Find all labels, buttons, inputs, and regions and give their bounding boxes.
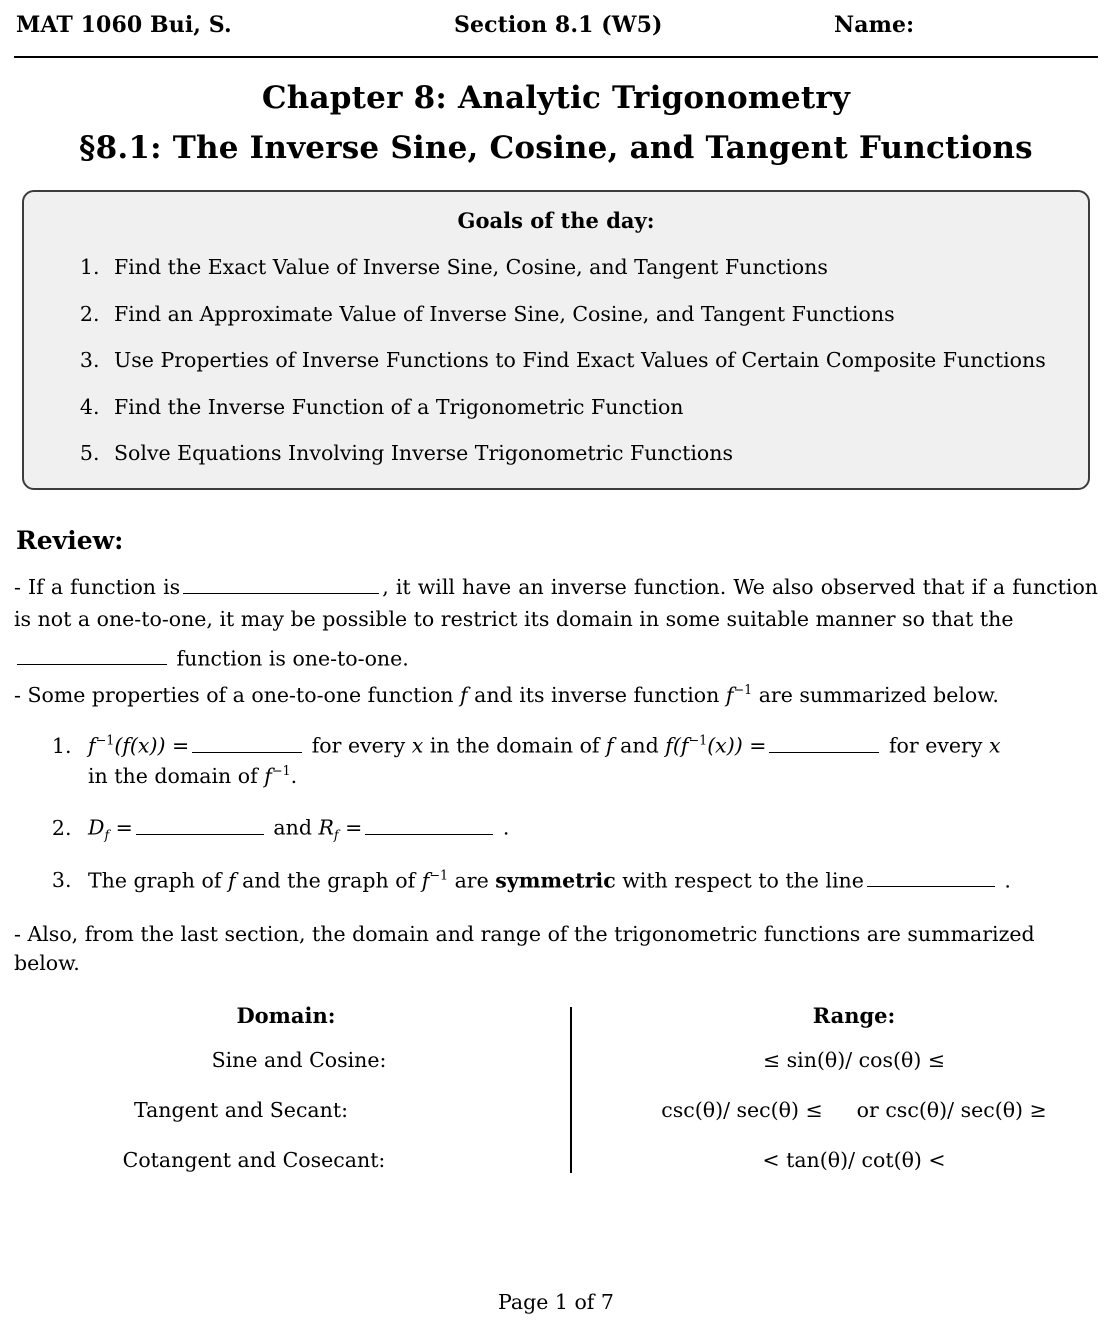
review-bullet-three: - Also, from the last section, the domain and range of the trigonometric functions are summarized below. <box>14 921 1035 975</box>
range-row-cotangent-cosecant: < tan(θ)/ cot(θ) < <box>762 1148 946 1173</box>
prop2-and: and <box>273 815 312 840</box>
math-exponent: −1 <box>429 867 449 883</box>
prop1-line2-post: . <box>290 763 298 788</box>
math-f-inverse: f <box>88 733 96 758</box>
property-item-2 <box>78 813 1098 843</box>
prop3-period: . <box>1004 868 1011 893</box>
range-column <box>582 1003 1112 1172</box>
prop1-mid2: in the domain of <box>429 733 600 758</box>
goal-item: 3. Use Properties of Inverse Functions to Find Exact Values of Certain Composite Functions <box>106 349 1062 373</box>
range-row-sine-cosine: ≤ sin(θ)/ cos(θ) ≤ <box>762 1048 946 1073</box>
blank-field-one-to-one[interactable] <box>183 572 379 594</box>
domain-heading: Domain: <box>236 1003 336 1029</box>
review-b1-part-c: function is one-to-one. <box>176 646 409 671</box>
range-expr-tangent-secant-part1: csc(θ)/ sec(θ) ≤ <box>661 1098 823 1123</box>
range-heading: Range: <box>812 1003 896 1029</box>
prop2-period: . <box>502 815 510 840</box>
page-footer: Page 1 of 7 <box>498 1290 614 1314</box>
math-composite-rhs-tail: (x)) = <box>707 733 767 758</box>
math-x-symbol: x <box>988 733 1001 758</box>
math-subscript-f: f <box>333 827 339 843</box>
math-composite-lhs: (f(x)) = <box>114 733 190 758</box>
math-range-symbol: R <box>318 815 334 840</box>
review-b1-part-a: - If a function is <box>14 574 181 599</box>
review-heading: Review: <box>16 525 124 555</box>
chapter-title: Chapter 8: Analytic Trigonometry <box>261 80 851 116</box>
math-exponent: −1 <box>733 681 753 697</box>
prop3-are: are <box>454 868 489 893</box>
header-name-label: Name: <box>834 12 915 38</box>
goals-heading: Goals of the day: <box>457 208 655 233</box>
math-f-inverse-symbol: f <box>421 868 430 893</box>
section-title: §8.1: The Inverse Sine, Cosine, and Tangent Functions <box>79 130 1033 166</box>
blank-field-prop1-left[interactable] <box>192 731 302 753</box>
range-row-tangent-secant <box>582 1098 1112 1122</box>
math-subscript-f: f <box>104 827 110 843</box>
blank-field-prop1-right[interactable] <box>769 731 879 753</box>
prop1-mid1: for every <box>311 733 406 758</box>
domain-column <box>14 1003 558 1172</box>
review-b2-pre: - Some properties of a one-to-one function <box>14 682 454 707</box>
prop3-mid: and the graph of <box>242 868 416 893</box>
goal-item: 1. Find the Exact Value of Inverse Sine, Cosine, and Tangent Functions <box>106 256 1062 280</box>
prop1-tail1: for every <box>888 733 983 758</box>
math-domain-symbol: D <box>88 815 105 840</box>
math-f-symbol: f <box>264 763 272 788</box>
blank-field-symmetry-line[interactable] <box>867 866 995 888</box>
prop1-mid3: and <box>620 733 659 758</box>
goal-item: 2. Find an Approximate Value of Inverse Sine, Cosine, and Tangent Functions <box>106 303 1062 327</box>
range-expr-tangent-secant-part2: or csc(θ)/ sec(θ) ≥ <box>856 1098 1047 1123</box>
domain-row-sine-cosine: Sine and Cosine: <box>211 1048 387 1073</box>
math-f-symbol: f <box>227 868 236 893</box>
math-exponent: −1 <box>95 733 115 749</box>
goal-item: 5. Solve Equations Involving Inverse Trigonometric Functions <box>106 442 1062 466</box>
review-bullet-two <box>14 681 1098 710</box>
header-course: MAT 1060 Bui, S. <box>16 12 232 38</box>
column-divider <box>570 1007 572 1173</box>
review-bullet-one-line3 <box>14 644 1098 673</box>
math-exponent: −1 <box>271 762 291 778</box>
review-b2-mid: and its inverse function <box>474 682 720 707</box>
prop2-eq2: = <box>345 815 363 840</box>
math-f-symbol: f <box>460 682 468 707</box>
blank-field-restricted[interactable] <box>17 644 167 666</box>
math-composite-rhs: f(f <box>665 733 689 758</box>
review-b1-part-b: , it will have an inverse function. We also observed that if a function is not a one-to-one, it may be possible to restrict its domain in some suitable manner so that the <box>14 574 1099 632</box>
goals-box <box>22 190 1090 490</box>
review-b2-post: are summarized below. <box>758 682 999 707</box>
math-f-inverse-symbol: f <box>725 682 734 707</box>
blank-field-domain[interactable] <box>136 813 264 835</box>
properties-list <box>14 731 1098 895</box>
math-f-symbol: f <box>606 733 614 758</box>
prop3-pre: The graph of <box>88 868 222 893</box>
property-item-3 <box>78 866 1098 896</box>
page-header <box>14 12 1098 58</box>
review-bullet-one <box>14 571 1098 636</box>
prop3-post: with respect to the line <box>622 868 864 893</box>
prop1-line2-pre: in the domain of <box>88 763 258 788</box>
goal-item: 4. Find the Inverse Function of a Trigonometric Function <box>106 396 1062 420</box>
worksheet-page <box>0 12 1112 1328</box>
domain-row-tangent-secant: Tangent and Secant: <box>133 1098 348 1123</box>
domain-range-table <box>14 1003 1098 1193</box>
prop3-bold-word: symmetric <box>495 868 616 893</box>
goals-list <box>50 256 1062 466</box>
math-exponent: −1 <box>688 733 708 749</box>
domain-row-cotangent-cosecant: Cotangent and Cosecant: <box>122 1148 386 1173</box>
prop2-eq1: = <box>115 815 133 840</box>
header-section: Section 8.1 (W5) <box>454 12 663 38</box>
blank-field-range[interactable] <box>365 813 493 835</box>
math-x-symbol: x <box>411 733 424 758</box>
property-item-1 <box>78 731 1098 791</box>
